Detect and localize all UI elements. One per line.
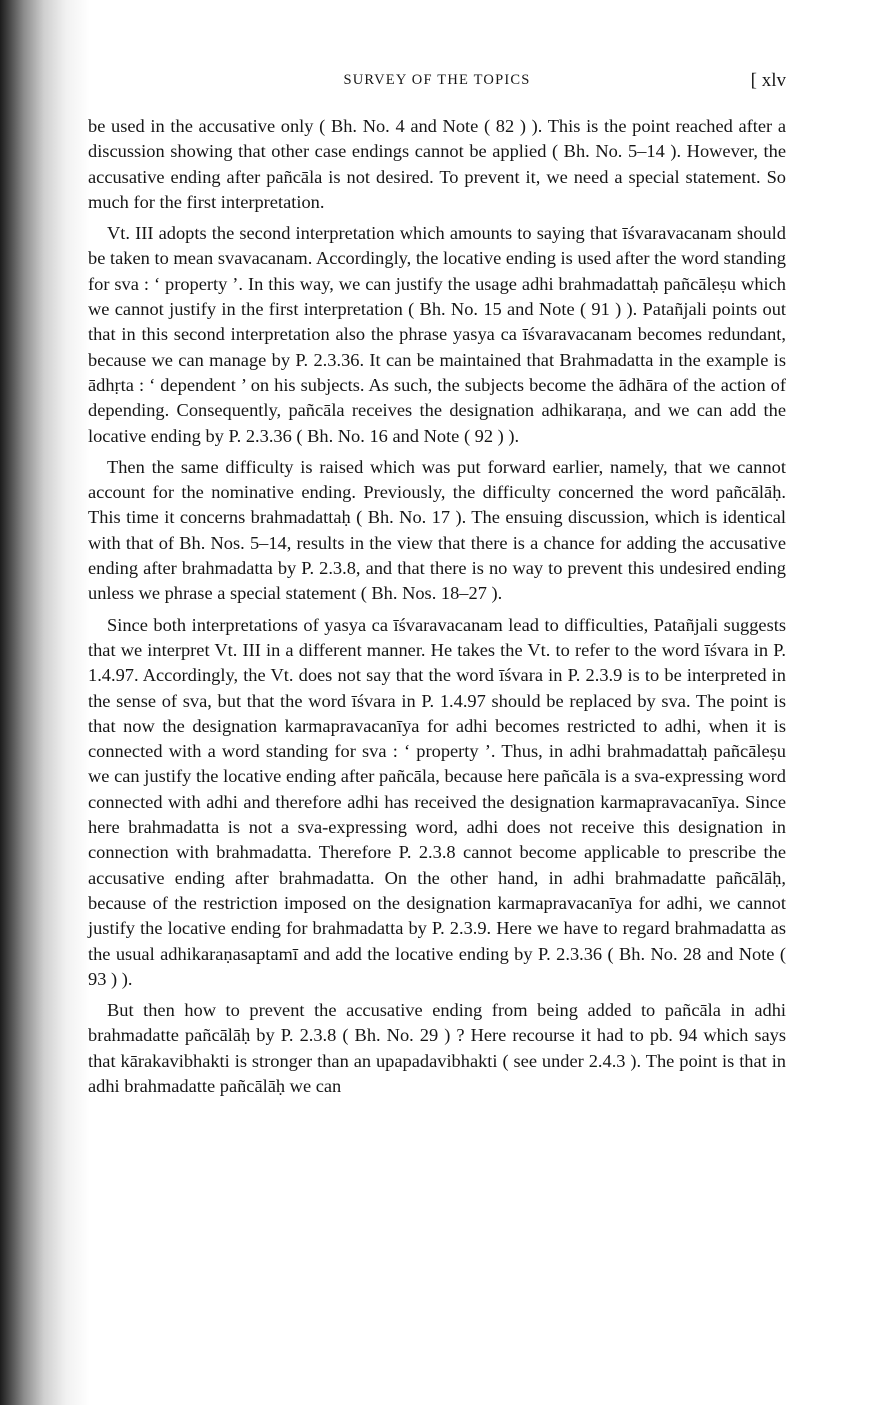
running-head: SURVEY OF THE TOPICS: [343, 72, 531, 88]
paragraph-1: be used in the accusative only ( Bh. No. 4 and Note ( 82 ) ). This is the point reached after a discussion showing that other case endings cannot be applied ( Bh. No. 5–14 ). However, the accusative ending after pañcāla is not desired. To prevent it, we need a special statement. So much for the first interpretation.: [88, 116, 786, 212]
binding-shadow: [0, 0, 90, 1405]
body-text: [88, 114, 786, 1105]
page-header: [88, 70, 786, 96]
paragraph-5: But then how to prevent the accusative ending from being added to pañcāla in adhi brahmadatte pañcālāḥ by P. 2.3.8 ( Bh. No. 29 ) ? Here recourse it had to pb. 94 which says that kārakavibhakti is stronger than an upapadavibhakti ( see under 2.4.3 ). The point is that in adhi brahmadatte pañcālāḥ we can: [88, 1000, 786, 1096]
page-number: [ xlv: [750, 70, 786, 91]
paragraph-2: Vt. III adopts the second interpretation which amounts to saying that īśvaravacanam should be taken to mean svavacanam. Accordingly, the locative ending is used after the word standing for sva : ‘ property ’. In this way, we can justify the usage adhi brahmadattaḥ pañcāleṣu which we cannot justify in the first interpretation ( Bh. No. 15 and Note ( 91 ) ). Patañjali points out that in this second interpretation also the phrase yasya ca īśvaravacanam becomes redundant, because we can manage by P. 2.3.36. It can be maintained that Brahmadatta in the example is ādhṛta : ‘ dependent ’ on his subjects. As such, the subjects become the ādhāra of the action of depending. Consequently, pañcāla receives the designation adhikaraṇa, and we can add the locative ending by P. 2.3.36 ( Bh. No. 16 and Note ( 92 ) ).: [88, 223, 786, 446]
paragraph-4: Since both interpretations of yasya ca īśvaravacanam lead to difficulties, Patañjali suggests that we interpret Vt. III in a different manner. He takes the Vt. to refer to the word īśvara in P. 1.4.97. Accordingly, the Vt. does not say that the word īśvara in P. 2.3.9 is to be interpreted in the sense of sva, but that the word īśvara in P. 1.4.97 should be replaced by sva. The point is that now the designation karmapravacanīya for adhi becomes restricted to adhi, when it is connected with a word standing for sva : ‘ property ’. Thus, in adhi brahmadattaḥ pañcāleṣu we can justify the locative ending after pañcāla, because here pañcāla is a sva-expressing word connected with adhi and therefore adhi has received the designation karmapravacanīya. Since here brahmadatta is not a sva-expressing word, adhi does not receive this designation in connection with brahmadatta. Therefore P. 2.3.8 cannot become applicable to prescribe the accusative ending after brahmadatta. On the other hand, in adhi brahmadatte pañcālāḥ, because of the restriction imposed on the designation karmapravacanīya for adhi, we cannot justify the locative ending for brahmadatta by P. 2.3.9. Here we have to regard brahmadatta as the usual adhikaraṇasaptamī and add the locative ending by P. 2.3.36 ( Bh. No. 28 and Note ( 93 ) ).: [88, 614, 786, 989]
paragraph-3: Then the same difficulty is raised which was put forward earlier, namely, that we cannot account for the nominative ending. Previously, the difficulty concerned the word pañcālāḥ. This time it concerns brahmadattaḥ ( Bh. No. 17 ). The ensuing discussion, which is identical with that of Bh. Nos. 5–14, results in the view that there is a chance for adding the accusative ending after brahmadatta by P. 2.3.8, and that there is no way to prevent this undesired ending unless we phrase a special statement ( Bh. Nos. 18–27 ).: [88, 456, 786, 604]
